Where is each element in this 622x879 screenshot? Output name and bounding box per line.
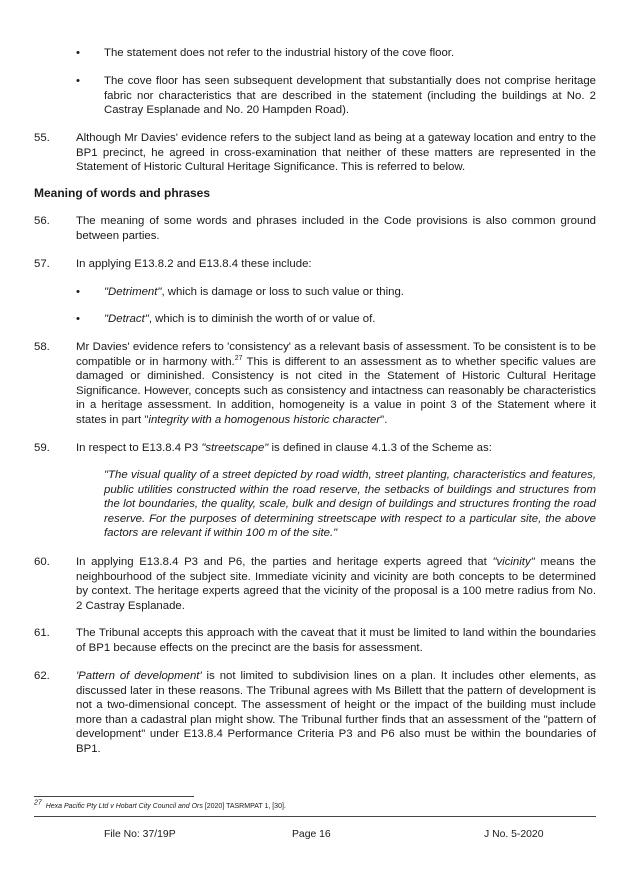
paragraph-number: 56. bbox=[34, 215, 50, 227]
paragraph-number: 55. bbox=[34, 132, 50, 144]
footer-file-number: File No: 37/19P bbox=[104, 829, 176, 840]
definition-text: , which is to diminish the worth of or value of. bbox=[148, 313, 376, 325]
bullet-symbol: • bbox=[76, 286, 80, 298]
block-quote: "The visual quality of a street depicted by road width, street planting, characteristics and features, public utilities constructed within the road reserve, the setbacks of buildings and structures from the lot boundaries, the quality, scale, bulk and design of buildings and structures fronting the road reserve. For the purposes of determining streetscape with respect to a particular site, the above factors are relevant if within 100 m of the site." bbox=[104, 469, 596, 540]
citation-detail: [2020] TASRMPAT 1, [30]. bbox=[202, 803, 286, 810]
term: "Detract" bbox=[104, 313, 149, 325]
term: "streetscape" bbox=[201, 442, 269, 454]
text-run: In applying E13.8.4 P3 and P6, the parties and heritage experts agreed that bbox=[76, 556, 493, 568]
term: "vicinity" bbox=[492, 556, 535, 568]
paragraph-56: The meaning of some words and phrases included in the Code provisions is also common ground between parties. bbox=[76, 215, 596, 242]
footer-page-number: Page 16 bbox=[292, 829, 331, 840]
text-run: Mr Davies' evidence refers to 'consistency' as a relevant basis of assessment. To be consistent is to be compatible or in harmony with. bbox=[76, 341, 596, 368]
paragraph-55: Although Mr Davies' evidence refers to the subject land as being at a gateway location and entry to the BP1 precinct, he agreed in cross-examination that neither of these matters are represented in the Statement of Historic Cultural Heritage Significance. This is referred to below. bbox=[76, 132, 596, 174]
quoted-phrase: integrity with a homogenous historic character bbox=[148, 413, 381, 426]
term: 'Pattern of development' bbox=[76, 670, 202, 682]
footnote-divider bbox=[34, 796, 194, 797]
definition-detract bbox=[104, 312, 596, 327]
footnote bbox=[34, 799, 286, 811]
paragraph-60 bbox=[76, 555, 596, 613]
bullet-symbol: • bbox=[76, 47, 80, 59]
paragraph-58 bbox=[76, 340, 596, 428]
definition-text: , which is damage or loss to such value or thing. bbox=[161, 286, 404, 298]
footnote-number: 27 bbox=[34, 799, 42, 807]
bullet-text: The statement does not refer to the industrial history of the cove floor. bbox=[104, 47, 455, 59]
text-run: is defined in clause 4.1.3 of the Scheme as: bbox=[268, 442, 492, 454]
paragraph-number: 60. bbox=[34, 556, 50, 568]
paragraph-number: 61. bbox=[34, 627, 50, 639]
paragraph-number: 62. bbox=[34, 670, 50, 682]
case-citation: Hexa Pacific Pty Ltd v Hobart City Council and Ors bbox=[45, 803, 203, 810]
bullet-symbol: • bbox=[76, 75, 80, 87]
definition-detriment bbox=[104, 285, 596, 300]
paragraph-61: The Tribunal accepts this approach with the caveat that it must be limited to land within the boundaries of BP1 because effects on the precinct are the basis for assessment. bbox=[76, 627, 596, 654]
paragraph-62 bbox=[76, 669, 596, 757]
term: "Detriment" bbox=[104, 286, 162, 298]
section-heading: Meaning of words and phrases bbox=[34, 186, 211, 200]
bullet-symbol: • bbox=[76, 313, 80, 325]
text-run: is not limited to subdivision lines on a plan. It includes other elements, as discussed later in these reasons. The Tribunal agrees with Ms Billett that the pattern of development is not a two-dimensional concept. The assessment of height or the impact of the building must include more than a cadastral plan might show. The Tribunal further finds that an assessment of the "pattern of development" under E13.8.4 Performance Criteria P3 and P6 also must be within the boundaries of BP1. bbox=[76, 670, 596, 755]
bullet-text: The cove floor has seen subsequent development that substantially does not comprise heritage fabric nor characteristics that are described in the statement (including the buildings at No. 2 Castray Esplanade and No. 20 Hampden Road). bbox=[104, 75, 596, 117]
text-run: This is different to an assessment as to whether specific values are damaged or diminished. Consistency is not cited in the Statement of Historic Cultural Heritage Significance. However, concepts such as consistency and intactness can reasonably be characteristics in a heritage assessment. In addition, homogeneity is a value in point 3 of the Statement where it states in part " bbox=[76, 355, 596, 426]
footer-judgment-number: J No. 5-2020 bbox=[484, 829, 544, 840]
paragraph-number: 59. bbox=[34, 442, 50, 454]
footnote-ref[interactable]: 27 bbox=[234, 354, 243, 362]
footer-divider bbox=[34, 816, 596, 817]
paragraph-59 bbox=[76, 441, 596, 456]
text-run: ". bbox=[380, 413, 388, 426]
text-run: In respect to E13.8.4 P3 bbox=[76, 442, 202, 454]
paragraph-number: 58. bbox=[34, 341, 50, 353]
paragraph-number: 57. bbox=[34, 258, 50, 270]
paragraph-57: In applying E13.8.2 and E13.8.4 these include: bbox=[76, 258, 312, 270]
text-run: means the neighbourhood of the subject site. Immediate vicinity and vicinity are both concepts to be determined by context. The heritage experts agreed that the vicinity of the proposal is a 100 metre radius from No. 2 Castray Esplanade. bbox=[76, 556, 596, 612]
